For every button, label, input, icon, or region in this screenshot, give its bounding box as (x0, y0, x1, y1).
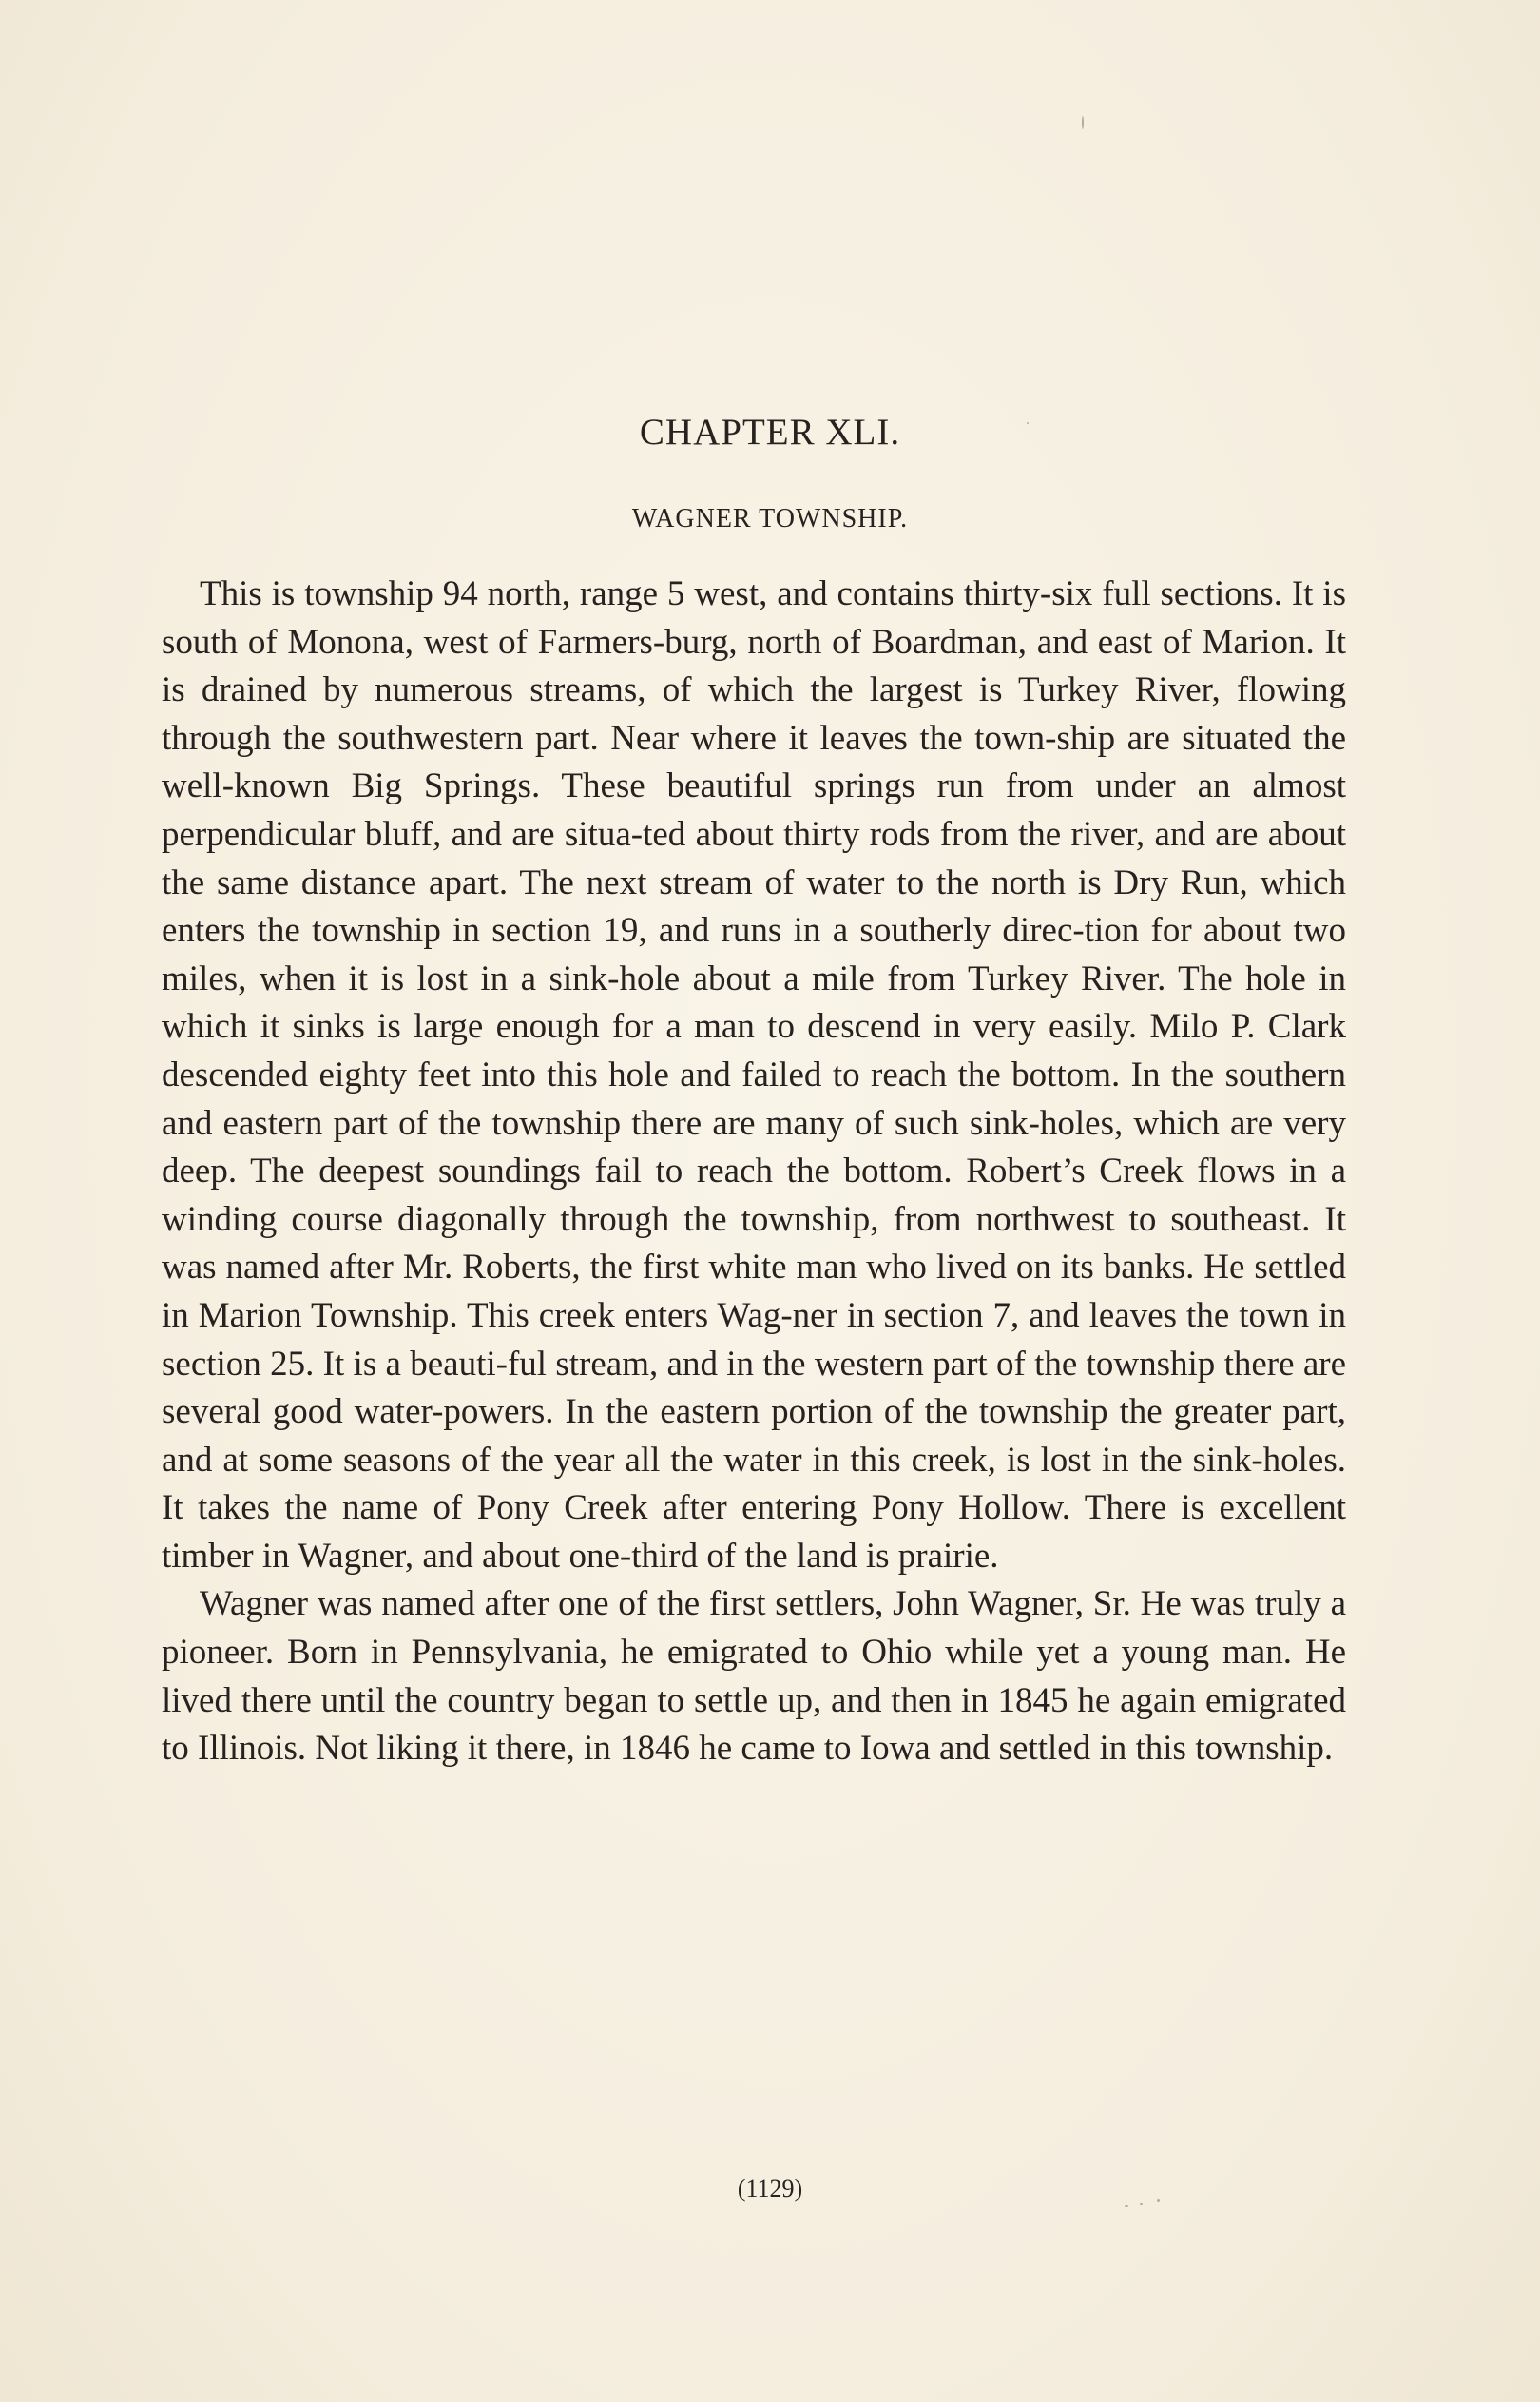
paragraph-township-naming: Wagner was named after one of the first settlers, John Wagner, Sr. He was truly a pioneer. Born in Pennsylvania, he emigrated to Ohio while yet a young man. He lived there until the country began to settle up, and then in 1845 he again emigrated to Illinois. Not liking it there, in 1846 he came to Iowa and settled in this township. (162, 1584, 1346, 1769)
paper-speck (1125, 2205, 1128, 2207)
paper-speck (1082, 116, 1084, 129)
body-text (162, 571, 1346, 1773)
page-number: (1129) (737, 2175, 803, 2202)
chapter-title: CHAPTER XLI. (639, 412, 901, 453)
paper-speck (1027, 422, 1029, 424)
paper-speck (1140, 2203, 1143, 2205)
section-title: WAGNER TOWNSHIP. (631, 504, 909, 533)
paragraph-township-description: This is township 94 north, range 5 west, and contains thirty-six full sections. It is south of Monona, west of Farmers-burg, north of Boardman, and east of Marion. It is drained by numerous streams, of which the largest is Turkey River, flowing through the southwestern part. Near where it leaves the town-ship are situated the well-known Big Springs. These beautiful springs run from under an almost perpendicular bluff, and are situa-ted about thirty rods from the river, and are about the same distance apart. The next stream of water to the north is Dry Run, which enters the township in section 19, and runs in a southerly direc-tion for about two miles, when it is lost in a sink-hole about a mile from Turkey River. The hole in which it sinks is large enough for a man to descend in very easily. Milo P. Clark descended eighty feet into this hole and failed to reach the bottom. In the southern and eastern part of the township there are many of such sink-holes, which are very deep. The deepest soundings fail to reach the bottom. Robert’s Creek flows in a winding course diagonally through the township, from northwest to southeast. It was named after Mr. Roberts, the first white man who lived on its banks. He settled in Marion Township. This creek enters Wag-ner in section 7, and leaves the town in section 25. It is a beauti-ful stream, and in the western part of the township there are several good water-powers. In the eastern portion of the township the greater part, and at some seasons of the year all the water in this creek, is lost in the sink-holes. It takes the name of Pony Creek after entering Pony Hollow. There is excellent timber in Wagner, and about one-third of the land is prairie. (162, 574, 1346, 1576)
paper-speck (1157, 2199, 1160, 2202)
